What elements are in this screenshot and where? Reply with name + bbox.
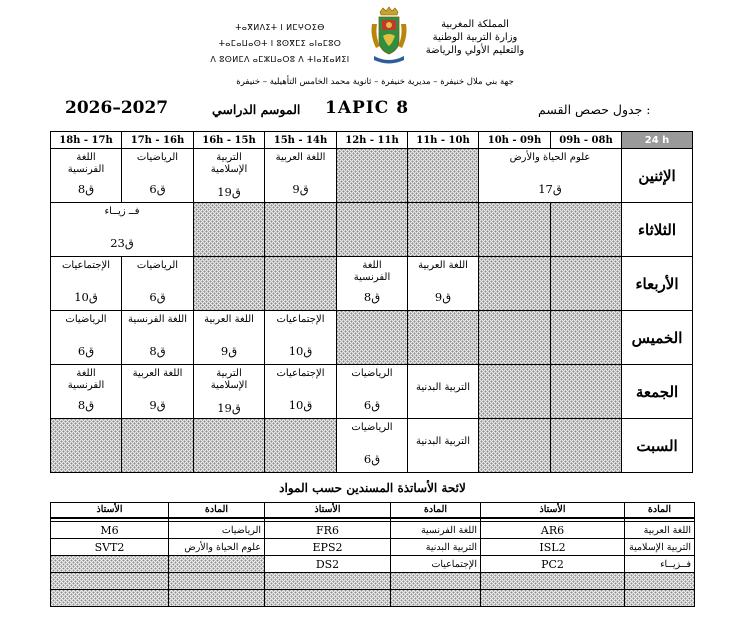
teachers-row [51,539,695,556]
time-header-row [51,132,693,149]
teacher-header: الأستاذ [265,503,391,518]
lesson-cell [337,365,408,419]
lesson-cell [51,203,194,257]
institution-line: جهة بني ملال خنيفرة – مديرية خنيفرة – ثانوية محمد الخامس التأهيلية – خنيفرة [236,77,514,87]
lesson-room: ق6 [363,452,381,466]
lesson-room: ق10 [288,344,313,358]
teacher-code: M6 [51,522,169,539]
lesson-room: ق10 [74,290,98,304]
lesson-cell [408,419,479,473]
teacher-header: الأستاذ [481,503,625,518]
empty-slot [551,365,622,419]
kingdom-line: المملكة المغربية [441,19,509,30]
lesson-subject: اللغة الفرنسية [353,260,391,283]
time-slot-header: 12h - 11h [337,132,408,149]
teacher-code: PC2 [481,556,625,573]
ministry-line: وزارة التربية الوطنية [432,32,518,43]
empty-slot [551,419,622,473]
lesson-subject: الرياضيات [351,422,393,433]
lesson-cell [337,419,408,473]
teacher-code: DS2 [265,556,391,573]
lesson-cell [51,257,122,311]
weekly-timetable [50,131,693,473]
coat-of-arms-emblem [366,6,412,68]
empty-slot [265,203,337,257]
empty-slot [551,311,622,365]
teachers-row [51,590,695,607]
lesson-subject: اللغة الفرنسية [67,152,105,175]
lesson-subject: اللغة الفرنسية [128,314,187,325]
lesson-cell [408,365,479,419]
empty-slot [479,365,551,419]
table-label: جدول حصص القسم : [538,102,651,117]
subject-name: التربية الإسلامية [625,539,695,556]
lesson-room: ق23 [110,236,134,250]
lesson-room: ق6 [77,344,95,358]
day-label: الإثنين [622,149,693,203]
empty-slot [479,203,551,257]
day-row-monday [51,149,693,203]
empty-teacher-cell [169,590,265,607]
lesson-room: ق8 [77,182,95,196]
subject-name: اللغة العربية [625,522,695,539]
empty-teacher-cell [169,573,265,590]
day-row-wednesday [51,257,693,311]
day-label: الثلاثاء [622,203,693,257]
lesson-subject: اللغة العربية [132,368,183,379]
lesson-subject: الإجتماعيات [276,368,325,379]
subject-header: المادة [169,503,265,518]
day-row-tuesday [51,203,693,257]
season-label: الموسم الدراسي [212,102,301,117]
lesson-cell [265,149,337,203]
empty-slot [337,203,408,257]
teacher-code: AR6 [481,522,625,539]
teachers-row [51,573,695,590]
ministry-name-arabic [415,18,535,57]
class-code: 1APIC 8 [325,98,410,118]
time-slot-header: 17h - 16h [122,132,194,149]
subject-header: المادة [625,503,695,518]
subject-name: اللغة الفرنسية [391,522,481,539]
empty-slot [265,257,337,311]
empty-teacher-cell [265,590,391,607]
lesson-cell [194,365,265,419]
time-slot-header: 18h - 17h [51,132,122,149]
empty-teacher-cell [481,590,625,607]
lesson-subject: الرياضيات [351,368,393,379]
empty-teacher-cell [481,573,625,590]
lesson-cell [122,365,194,419]
lesson-subject: اللغة العربية [418,260,468,271]
empty-slot [194,419,265,473]
lesson-cell [122,311,194,365]
lesson-room: ق10 [288,398,313,412]
lesson-room: ق9 [434,290,452,304]
teachers-row [51,522,695,539]
corner-24h-cell: 24 h [622,132,693,149]
lesson-subject: التربية البدنية [416,436,470,447]
lesson-room: ق19 [217,185,241,199]
lesson-subject: الرياضيات [136,260,179,271]
teachers-row [51,556,695,573]
school-year: 2026–2027 [65,98,169,118]
lesson-subject: الإجتماعيات [276,314,325,325]
lesson-room: ق6 [149,182,166,196]
day-label: الخميس [622,311,693,365]
time-slot-header: 11h - 10h [408,132,479,149]
empty-slot [551,203,622,257]
lesson-cell [51,365,122,419]
lesson-cell [265,311,337,365]
empty-teacher-cell [51,556,169,573]
lesson-cell [51,311,122,365]
lesson-subject: فــ زيــاء [104,206,140,217]
lesson-room: ق19 [217,401,241,415]
lesson-subject: الرياضيات [65,314,107,325]
empty-slot [479,419,551,473]
subject-name: فــزيــاء [625,556,695,573]
empty-slot [479,311,551,365]
lesson-room: ق9 [149,398,166,412]
day-label: الأربعاء [622,257,693,311]
lesson-subject: اللغة العربية [275,152,326,163]
teacher-code: SVT2 [51,539,169,556]
lesson-cell [122,257,194,311]
lesson-room: ق8 [363,290,381,304]
day-label: الجمعة [622,365,693,419]
time-slot-header: 09h - 08h [551,132,622,149]
subject-header: المادة [391,503,481,518]
lesson-room: ق8 [149,344,166,358]
empty-slot [408,311,479,365]
lesson-subject: التربية الإسلامية [210,368,248,391]
time-slot-header: 16h - 15h [194,132,265,149]
lesson-subject: علوم الحياة والأرض [509,152,591,163]
lesson-cell [51,149,122,203]
time-slot-header: 10h - 09h [479,132,551,149]
lesson-cell [408,257,479,311]
empty-slot [408,149,479,203]
teacher-code: ISL2 [481,539,625,556]
empty-slot [408,203,479,257]
ministry-line: والتعليم الأولي والرياضة [425,45,525,56]
empty-slot [194,257,265,311]
empty-teacher-cell [625,590,695,607]
tifinagh-line: ⴷ ⵓⵙⵍⵎⴷ ⴰⵎⵣⵡⴰⵔⵓ ⴷ ⵜⵏⴰⴼⴰⵍⵉⵏ [210,55,350,64]
lesson-room: ق6 [363,398,381,412]
empty-teacher-cell [391,590,481,607]
teachers-list-title: لائحة الأساتذة المسندين حسب المواد [279,481,466,495]
empty-slot [337,149,408,203]
teachers-header-row [51,503,695,518]
day-row-friday [51,365,693,419]
lesson-subject: اللغة الفرنسية [67,368,105,391]
subject-name: التربية البدنية [391,539,481,556]
empty-teacher-cell [169,556,265,573]
tifinagh-line: ⵜⴰⵎⴰⵡⴰⵙⵜ ⵏ ⵓⵙⴳⵎⵉ ⴰⵏⴰⵎⵓⵔ [218,39,342,48]
empty-teacher-cell [265,573,391,590]
empty-teacher-cell [625,573,695,590]
teacher-header: الأستاذ [51,503,169,518]
subject-name: الرياضيات [169,522,265,539]
lesson-cell [122,149,194,203]
lesson-room: ق6 [149,290,166,304]
lesson-cell [265,365,337,419]
subject-name: علوم الحياة والأرض [169,539,265,556]
lesson-subject: الرياضيات [136,152,179,163]
empty-teacher-cell [51,573,169,590]
empty-slot [122,419,194,473]
lesson-room: ق9 [220,344,238,358]
lesson-subject: اللغة العربية [204,314,254,325]
lesson-cell [194,311,265,365]
day-label: السبت [622,419,693,473]
empty-slot [51,419,122,473]
lesson-cell [194,149,265,203]
lesson-room: ق9 [292,182,309,196]
day-row-thursday [51,311,693,365]
empty-teacher-cell [391,573,481,590]
subject-name: الإجتماعيات [391,556,481,573]
lesson-cell [479,149,622,203]
empty-slot [194,203,265,257]
teachers-table [50,502,695,607]
empty-slot [479,257,551,311]
lesson-subject: التربية الإسلامية [210,152,248,175]
lesson-room: ق17 [538,182,562,196]
empty-slot [265,419,337,473]
teacher-code: EPS2 [265,539,391,556]
tifinagh-line: ⵜⴰⴳⵍⴷⵉⵜ ⵏ ⵍⵎⵖⵔⵉⴱ [235,23,325,32]
lesson-subject: الإجتماعيات [62,260,110,271]
lesson-cell [337,257,408,311]
lesson-subject: التربية البدنية [416,382,470,393]
teacher-code: FR6 [265,522,391,539]
empty-teacher-cell [51,590,169,607]
empty-slot [337,311,408,365]
lesson-room: ق8 [77,398,95,412]
day-row-saturday [51,419,693,473]
time-slot-header: 15h - 14h [265,132,337,149]
ministry-name-tifinagh [196,20,364,68]
empty-slot [551,257,622,311]
